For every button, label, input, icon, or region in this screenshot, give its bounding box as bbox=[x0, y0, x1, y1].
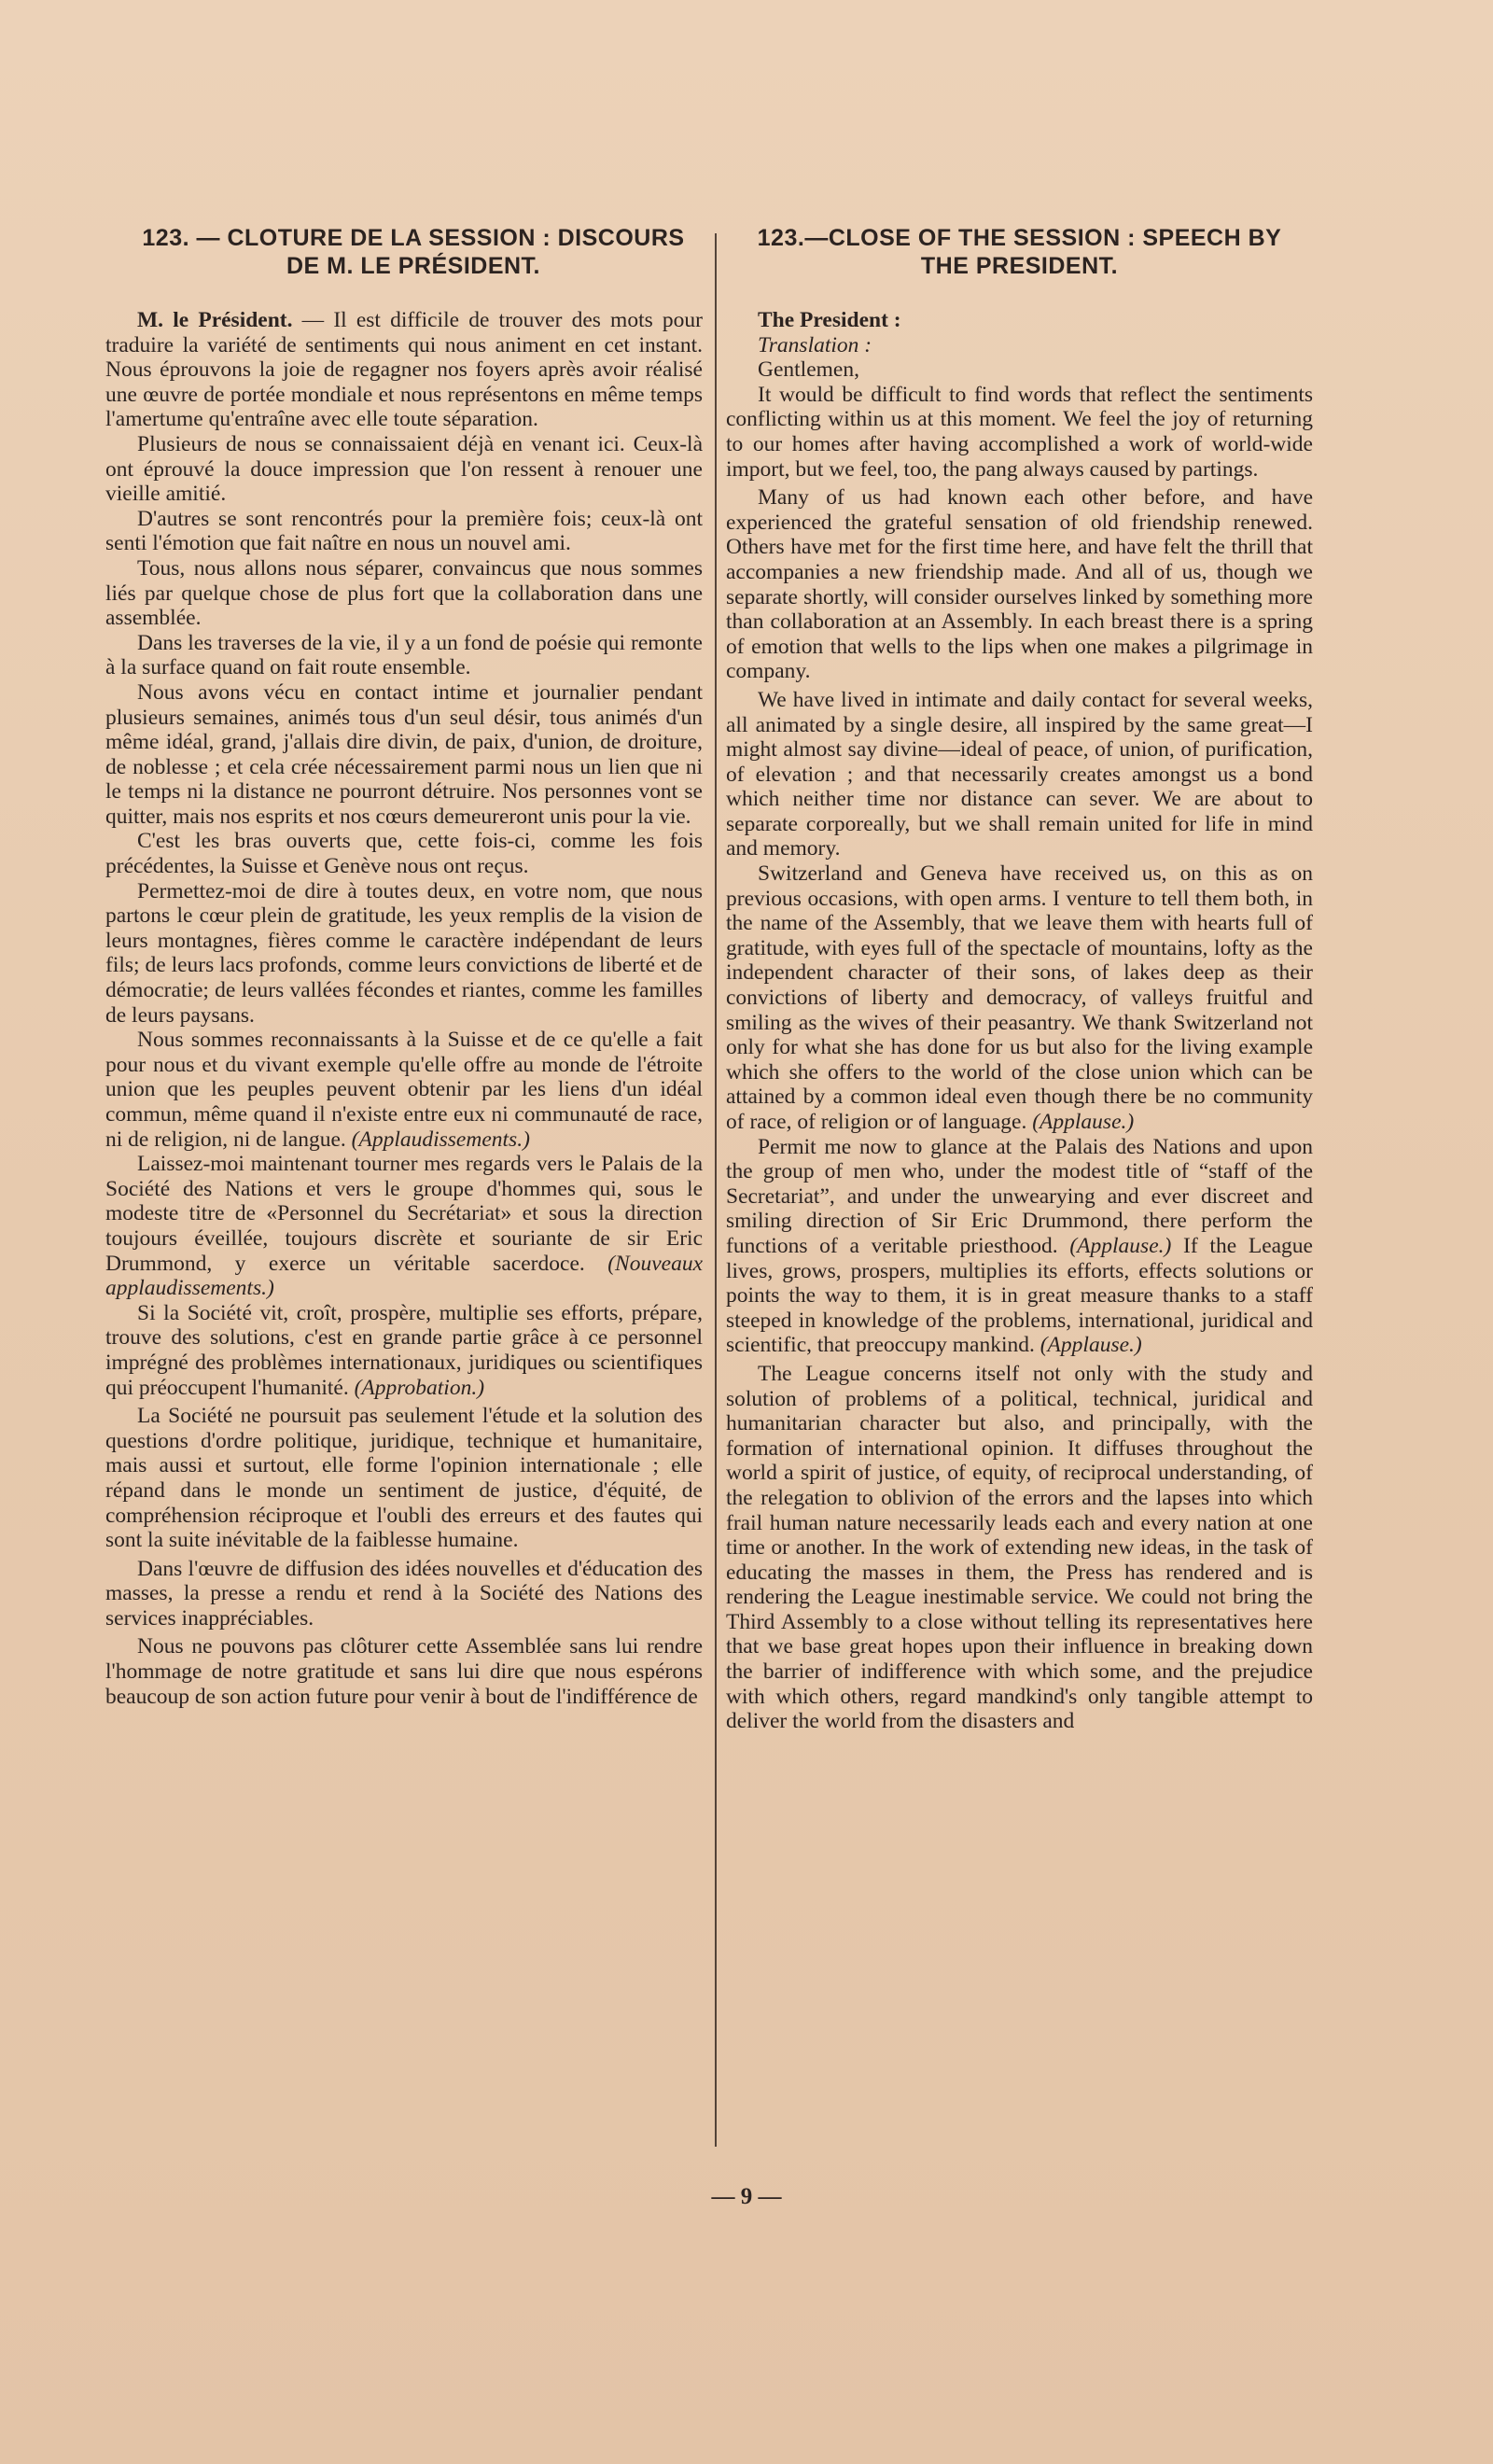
french-paragraph: Dans l'œuvre de diffusion des idées nouvelles et d'éducation des masses, la presse a rendu et rend à la Société des Nations des services inappréciables. bbox=[105, 1556, 703, 1631]
french-approbation-note: (Approbation.) bbox=[348, 1375, 485, 1400]
english-paragraph-text: Switzerland and Geneva have received us, on this as on previous occasions, with open arms. I venture to tell them both, in the name of the Assembly, that we leave them with hearts full of gratitude, with eyes full of the spectacle of mountains, lofty as the independent character of their sons, of lakes deep as their convictions of liberty and democracy, of valleys fruitful and smiling as the wives of their peasantry. We thank Switzerland not only for what she has done for us but also for the living example which she offers to the world of the close union which can be attained by a common ideal even though there be no community of race, of religion or of language. bbox=[726, 861, 1313, 1134]
french-paragraph: Nous avons vécu en contact intime et journalier pendant plusieurs semaines, animés tous d'un seul désir, tous animés d'un même idéal, grand, j'allais dire divin, de paix, d'union, de droiture, de noblesse ; et cela crée nécessairement parmi nous un lien que ni le temps ni la distance ne pourront détruire. Nos personnes vont se quitter, mais nos esprits et nos cœurs demeureront unis pour la vie. bbox=[105, 679, 703, 829]
french-paragraph: Tous, nous allons nous séparer, convaincus que nous sommes liés par quelque chose de plus fort que la collaboration dans une assemblée. bbox=[105, 555, 703, 631]
french-paragraph: Nous ne pouvons pas clôturer cette Assemblée sans lui rendre l'hommage de notre gratitude et sans lui dire que nous espérons beaucoup de son action future pour venir à bout de l'indifférence de bbox=[105, 1634, 703, 1709]
french-paragraph-text: Si la Société vit, croît, prospère, multiplie ses efforts, prépare, trouve des solutions, c'est en grande partie grâce à ce personnel imprégné des problèmes internationaux, juridiques ou scientifiques qui préoccupent l'humanité. bbox=[105, 1300, 703, 1400]
french-paragraph: Dans les traverses de la vie, il y a un fond de poésie qui remonte à la surface quand on fait route ensemble. bbox=[105, 630, 703, 680]
page-number: — 9 — bbox=[711, 2184, 782, 2209]
english-applause-note: (Applause.) bbox=[1026, 1110, 1135, 1134]
french-paragraph: C'est les bras ouverts que, cette fois-ci, comme les fois précédentes, la Suisse et Genève nous ont reçus. bbox=[105, 829, 703, 879]
english-applause-note: (Applause.) bbox=[1034, 1333, 1142, 1358]
english-heading-line-1: 123.—CLOSE OF THE SESSION : SPEECH BY bbox=[757, 225, 1282, 251]
french-paragraph bbox=[105, 1028, 703, 1152]
french-paragraph: Permettez-moi de dire à toutes deux, en votre nom, que nous partons le cœur plein de gratitude, les yeux remplis de la vision de leurs montagnes, fières comme le caractère indépendant de leurs fils; de leurs lacs profonds, comme leurs convictions de liberté et de démocratie; de leurs vallées fécondes et riantes, comme les familles de leurs paysans. bbox=[105, 878, 703, 1028]
french-heading-line-1: 123. — CLOTURE DE LA SESSION : DISCOURS bbox=[142, 225, 685, 251]
english-paragraph: It would be difficult to find words that reflect the sentiments conflicting within us at this moment. We feel the joy of returning to our homes after having accomplished a work of world-wide import, but we feel, too, the pang always caused by partings. bbox=[726, 382, 1313, 482]
english-heading bbox=[726, 224, 1313, 280]
column-divider bbox=[715, 233, 717, 2147]
french-paragraph: D'autres se sont rencontrés pour la première fois; ceux-là ont senti l'émotion que fait naître en nous un nouvel ami. bbox=[105, 506, 703, 556]
french-speaker: M. le Président. bbox=[137, 308, 293, 332]
french-paragraph: Plusieurs de nous se connaissaient déjà en venant ici. Ceux-là ont éprouvé la douce impression que l'on ressent à renouer une vieille amitié. bbox=[105, 431, 703, 507]
french-paragraph-text: Nous sommes reconnaissants à la Suisse et de ce qu'elle a fait pour nous et du vivant exemple qu'elle offre au monde de l'étroite union que les peuples peuvent obtenir par les liens d'un idéal commun, même quand il n'existe entre eux ni communauté de race, ni de religion, ni de langue. bbox=[105, 1028, 703, 1152]
english-applause-note: (Applause.) bbox=[1057, 1233, 1172, 1258]
french-applause-note: (Nouveaux applaudissements.) bbox=[105, 1251, 703, 1301]
english-paragraph bbox=[726, 1135, 1313, 1358]
french-applause-note: (Applaudissements.) bbox=[345, 1127, 530, 1152]
french-heading bbox=[105, 224, 703, 280]
english-paragraph bbox=[726, 861, 1313, 1135]
english-column bbox=[726, 224, 1313, 2175]
english-speaker: The President : bbox=[758, 308, 901, 332]
french-heading-line-2: DE M. LE PRÉSIDENT. bbox=[286, 253, 541, 279]
english-heading-line-2: THE PRESIDENT. bbox=[920, 253, 1119, 279]
french-paragraph-text: Laissez-moi maintenant tourner mes regards vers le Palais de la Société des Nations et vers le groupe d'hommes qui, sous le modeste titre de «Personnel du Secrétariat» et sous la direction toujours éveillée, toujours discrète et souriante de sir Eric Drummond, y exerce un véritable sacerdoce. bbox=[105, 1152, 703, 1276]
english-translation-label: Translation : bbox=[758, 332, 872, 357]
english-paragraph: Many of us had known each other before, and have experienced the grateful sensation of old friendship renewed. Others have met for the first time here, and have felt the thrill that accompanies a new friendship made. And all of us, though we separate shortly, will consider ourselves linked by something more than collaboration at an Assembly. In each breast there is a spring of emotion that wells to the lips when one makes a pilgrimage in company. bbox=[726, 485, 1313, 684]
french-paragraph: La Société ne poursuit pas seulement l'étude et la solution des questions d'ordre politique, juridique, technique et humanitaire, mais aussi et surtout, elle forme l'opinion internationale ; elle répand dans le monde un sentiment de justice, d'équité, de compréhension réciproque et l'oubli des erreurs et des fautes qui sont la suite inévitable de la faiblesse humaine. bbox=[105, 1404, 703, 1553]
french-paragraph-text: — Il est difficile de trouver des mots pour traduire la variété de sentiments qui nous animent en cet instant. Nous éprouvons la joie de regagner nos foyers après avoir réalisé une œuvre de portée mondiale et nous représentons en même temps l'amertume qu'entraîne avec elle toute séparation. bbox=[105, 308, 703, 432]
english-paragraph: The League concerns itself not only with the study and solution of problems of a political, technical, juridical and humanitarian character but also, and principally, with the formation of international opinion. It diffuses throughout the world a spirit of justice, of equity, of reciprocal understanding, of the relegation to oblivion of the errors and the lapses into which frail human nature necessarily leads each and every nation at one time or another. In the work of extending new ideas, in the task of educating the masses in them, the Press has rendered and is rendering the League inestimable service. We could not bring the Third Assembly to a close without telling its representatives here that we base great hopes upon their influence in breaking down the barrier of indifference with which some, and the prejudice with which others, regard mandkind's only tangible attempt to deliver the world from the disasters and bbox=[726, 1361, 1313, 1734]
english-paragraph: We have lived in intimate and daily contact for several weeks, all animated by a single desire, all inspired by the same great—I might almost say divine—ideal of peace, of union, of purification, of elevation ; and that necessarily creates amongst us a bond which neither time nor distance can sever. We are about to separate corporeally, but we shall remain united for life in mind and memory. bbox=[726, 687, 1313, 861]
french-paragraph bbox=[105, 1301, 703, 1400]
english-paragraph-text: Permit me now to glance at the Palais des Nations and upon the group of men who, under the modest title of “staff of the Secretariat”, and under the unwearying and ever discreet and smiling direction of Sir Eric Drummond, there perform the functions of a veritable priesthood. bbox=[726, 1134, 1313, 1258]
english-paragraph-text: If the League lives, grows, prospers, multiplies its efforts, effects solutions or points the way to them, it is in great measure thanks to a staff steeped in knowledge of the problems, international, juridical and scientific, that preoccupy mankind. bbox=[726, 1233, 1313, 1358]
english-salutation: Gentlemen, bbox=[758, 357, 859, 383]
french-paragraph bbox=[105, 308, 703, 432]
french-column bbox=[105, 224, 703, 2175]
french-paragraph bbox=[105, 1152, 703, 1301]
